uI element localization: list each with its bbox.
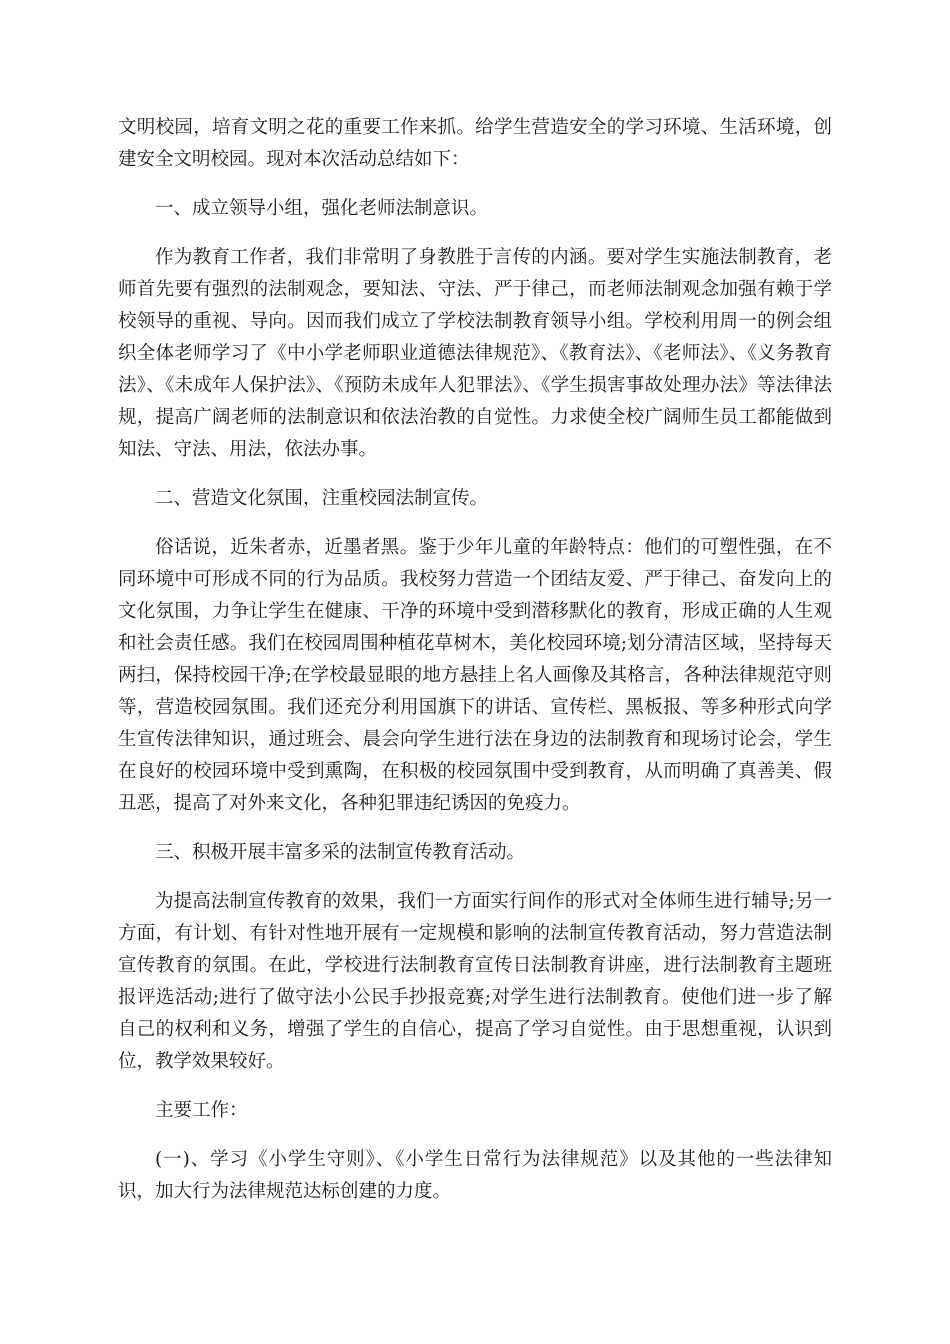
paragraph-section-1: 作为教育工作者，我们非常明了身教胜于言传的内涵。要对学生实施法制教育，老师首先要有强烈的法制观念，要知法、守法、严于律己，而老师法制观念加强有赖于学校领导的重视、导向。因而我们成立了学校法制教育领导小组。学校利用周一的例会组织全体老师学习了《中小学老师职业道德法律规范》、《教育法》、《老师法》、《义务教育法》、《未成年人保护法》、《预防未成年人犯罪法》、《学生损害事故处理办法》等法律法规，提高广阔老师的法制意识和依法治教的自觉性。力求使全校广阔师生员工都能做到知法、守法、用法，依法办事。 — [118, 247, 832, 460]
section-heading-2: 二、营造文化氛围，注重校园法制宣传。 — [155, 488, 489, 509]
subheading-main-work: 主要工作： — [155, 1100, 248, 1121]
section-heading-1: 一、成立领导小组，强化老师法制意识。 — [155, 198, 489, 219]
paragraph-section-3: 为提高法制宣传教育的效果，我们一方面实行间作的形式对全体师生进行辅导;另一方面，有计划、有针对性地开展有一定规模和影响的法制宣传教育活动，努力营造法制宣传教育的氛围。在此，学校进行法制教育宣传日法制教育讲座，进行法制教育主题班报评选活动;进行了做守法小公民手抄报竞赛;对学生进行法制教育。使他们进一步了解自己的权利和义务，增强了学生的自信心，提高了学习自觉性。由于思想重视，认识到位，教学效果较好。 — [118, 891, 832, 1072]
paragraph-section-2: 俗话说，近朱者赤，近墨者黑。鉴于少年儿童的年龄特点：他们的可塑性强，在不同环境中可形成不同的行为品质。我校努力营造一个团结友爱、严于律己、奋发向上的文化氛围，力争让学生在健康、干净的环境中受到潜移默化的教育，形成正确的人生观和社会责任感。我们在校园周围种植花草树木，美化校园环境;划分清洁区域，坚持每天两扫，保持校园干净;在学校最显眼的地方悬挂上名人画像及其格言，各种法律规范守则等，营造校园氛围。我们还充分利用国旗下的讲话、宣传栏、黑板报、等多种形式向学生宣传法律知识，通过班会、晨会向学生进行法在身边的法制教育和现场讨论会，学生在良好的校园环境中受到熏陶，在积极的校园氛围中受到教育，从而明确了真善美、假丑恶，提高了对外来文化，各种犯罪违纪诱因的免疫力。 — [118, 537, 832, 814]
section-heading-3: 三、积极开展丰富多采的法制宣传教育活动。 — [155, 842, 526, 863]
paragraph-work-item-1: (一)、学习《小学生守则》、《小学生日常行为法律规范》以及其他的一些法律知识，加大行为法律规范达标创建的力度。 — [118, 1149, 832, 1202]
paragraph-intro-continuation: 文明校园，培育文明之花的重要工作来抓。给学生营造安全的学习环境、生活环境，创建安全文明校园。现对本次活动总结如下： — [118, 117, 832, 170]
document-page — [118, 112, 832, 1225]
